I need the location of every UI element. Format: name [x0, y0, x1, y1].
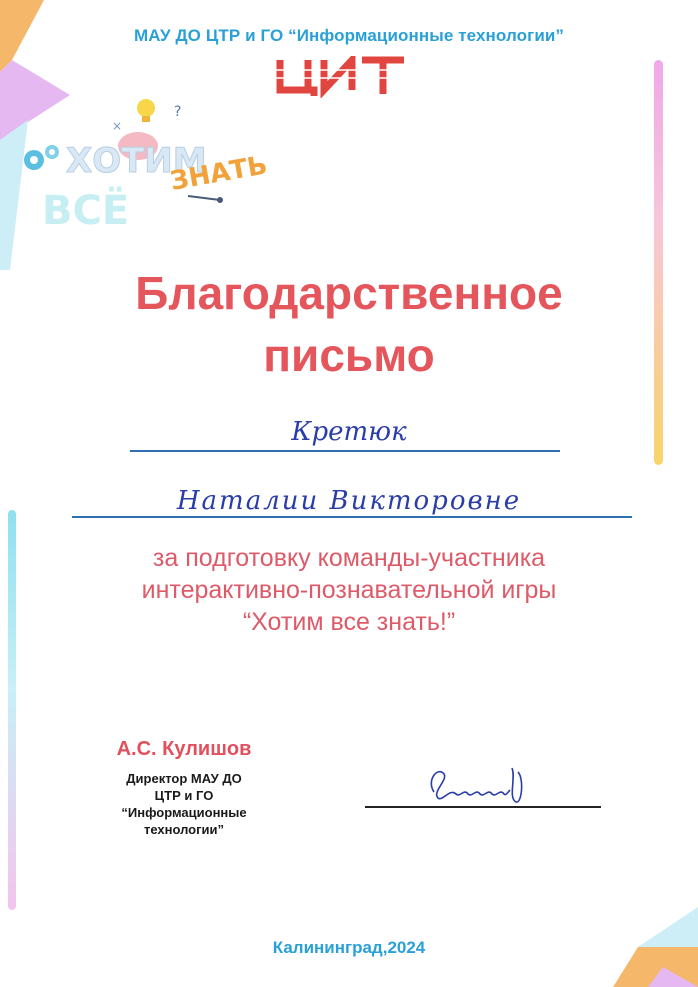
svg-text:ХОТИМ: ХОТИМ [66, 141, 207, 181]
svg-text:×: × [112, 119, 123, 133]
position-line-4: технологии” [143, 822, 225, 837]
svg-text:?: ? [174, 104, 182, 120]
organization-name: МАУ ДО ЦТР и ГО “Информационные технологии” [133, 26, 565, 45]
gear-icon [24, 145, 59, 170]
position-line-2: ЦТР и ГО [154, 788, 214, 803]
purpose-line-1: за подготовку команды-участника [152, 544, 546, 572]
award-purpose [0, 542, 698, 638]
position-line-3: “Информационные [121, 805, 247, 820]
purpose-line-2: интерактивно-познавательной игры [141, 576, 557, 604]
surname-underline [130, 450, 560, 452]
document-title [0, 262, 698, 386]
title-line-1: Благодарственное [135, 267, 563, 319]
position-line-1: Директор МАУ ДО [126, 771, 242, 786]
cit-logo [272, 56, 412, 98]
signature-line [365, 806, 601, 808]
svg-text:ВСЁ: ВСЁ [42, 188, 130, 234]
svg-text:ЗНАТЬ: ЗНАТЬ [168, 150, 270, 197]
handwritten-signature [420, 758, 540, 810]
game-logo [14, 92, 284, 242]
purpose-line-3: “Хотим все знать!” [242, 608, 456, 636]
title-line-2: письмо [263, 329, 435, 381]
clock-icon [188, 196, 223, 203]
name-underline [72, 516, 632, 518]
signatory-position [104, 770, 264, 838]
recipient-surname: Кретюк [291, 417, 407, 447]
signatory-name: А.С. Кулишов [116, 738, 252, 760]
city-year: Калининград,2024 [272, 938, 426, 957]
lightbulb-icon [137, 99, 155, 122]
recipient-name: Наталии Викторовне [176, 486, 522, 516]
